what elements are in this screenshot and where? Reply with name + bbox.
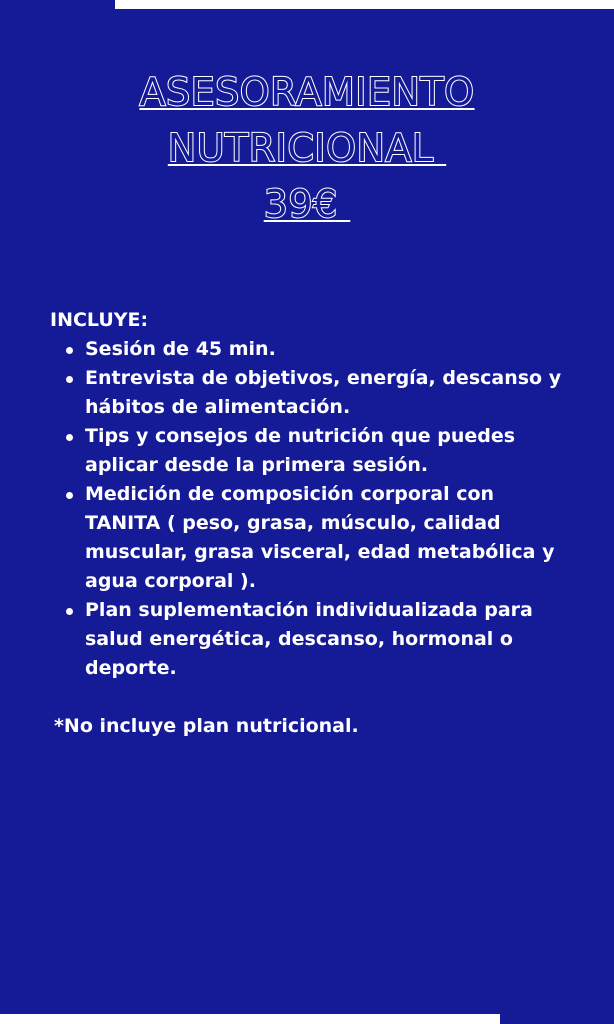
bullet-icon xyxy=(66,608,73,615)
list-item xyxy=(50,422,570,480)
features-list xyxy=(50,335,570,683)
list-item xyxy=(50,364,570,422)
list-item-text: Medición de composición corporal con TANITA ( peso, grasa, músculo, calidad muscular, grasa visceral, edad metabólica y agua corporal ). xyxy=(85,483,555,592)
bullet-icon xyxy=(66,434,73,441)
bullet-icon xyxy=(66,376,73,383)
bottom-decorative-bar xyxy=(0,1014,500,1024)
service-title-line2: NUTRICIONAL xyxy=(167,126,447,170)
bullet-icon xyxy=(66,347,73,354)
list-item-text: Entrevista de objetivos, energía, descanso y hábitos de alimentación. xyxy=(85,367,562,418)
list-item-text: Sesión de 45 min. xyxy=(85,338,276,360)
includes-section xyxy=(50,306,570,683)
list-item xyxy=(50,480,570,596)
top-decorative-bar xyxy=(115,0,614,9)
list-item-text: Plan suplementación individualizada para salud energética, descanso, hormonal o deporte. xyxy=(85,599,533,679)
bullet-icon xyxy=(66,492,73,499)
includes-heading: INCLUYE: xyxy=(50,309,149,331)
price-label: 39€ xyxy=(263,182,351,226)
list-item xyxy=(50,596,570,683)
service-title-line1: ASESORAMIENTO xyxy=(139,70,475,114)
disclaimer-note: *No incluye plan nutricional. xyxy=(54,715,359,737)
title-block xyxy=(0,64,614,232)
list-item xyxy=(50,335,570,364)
list-item-text: Tips y consejos de nutrición que puedes aplicar desde la primera sesión. xyxy=(85,425,516,476)
